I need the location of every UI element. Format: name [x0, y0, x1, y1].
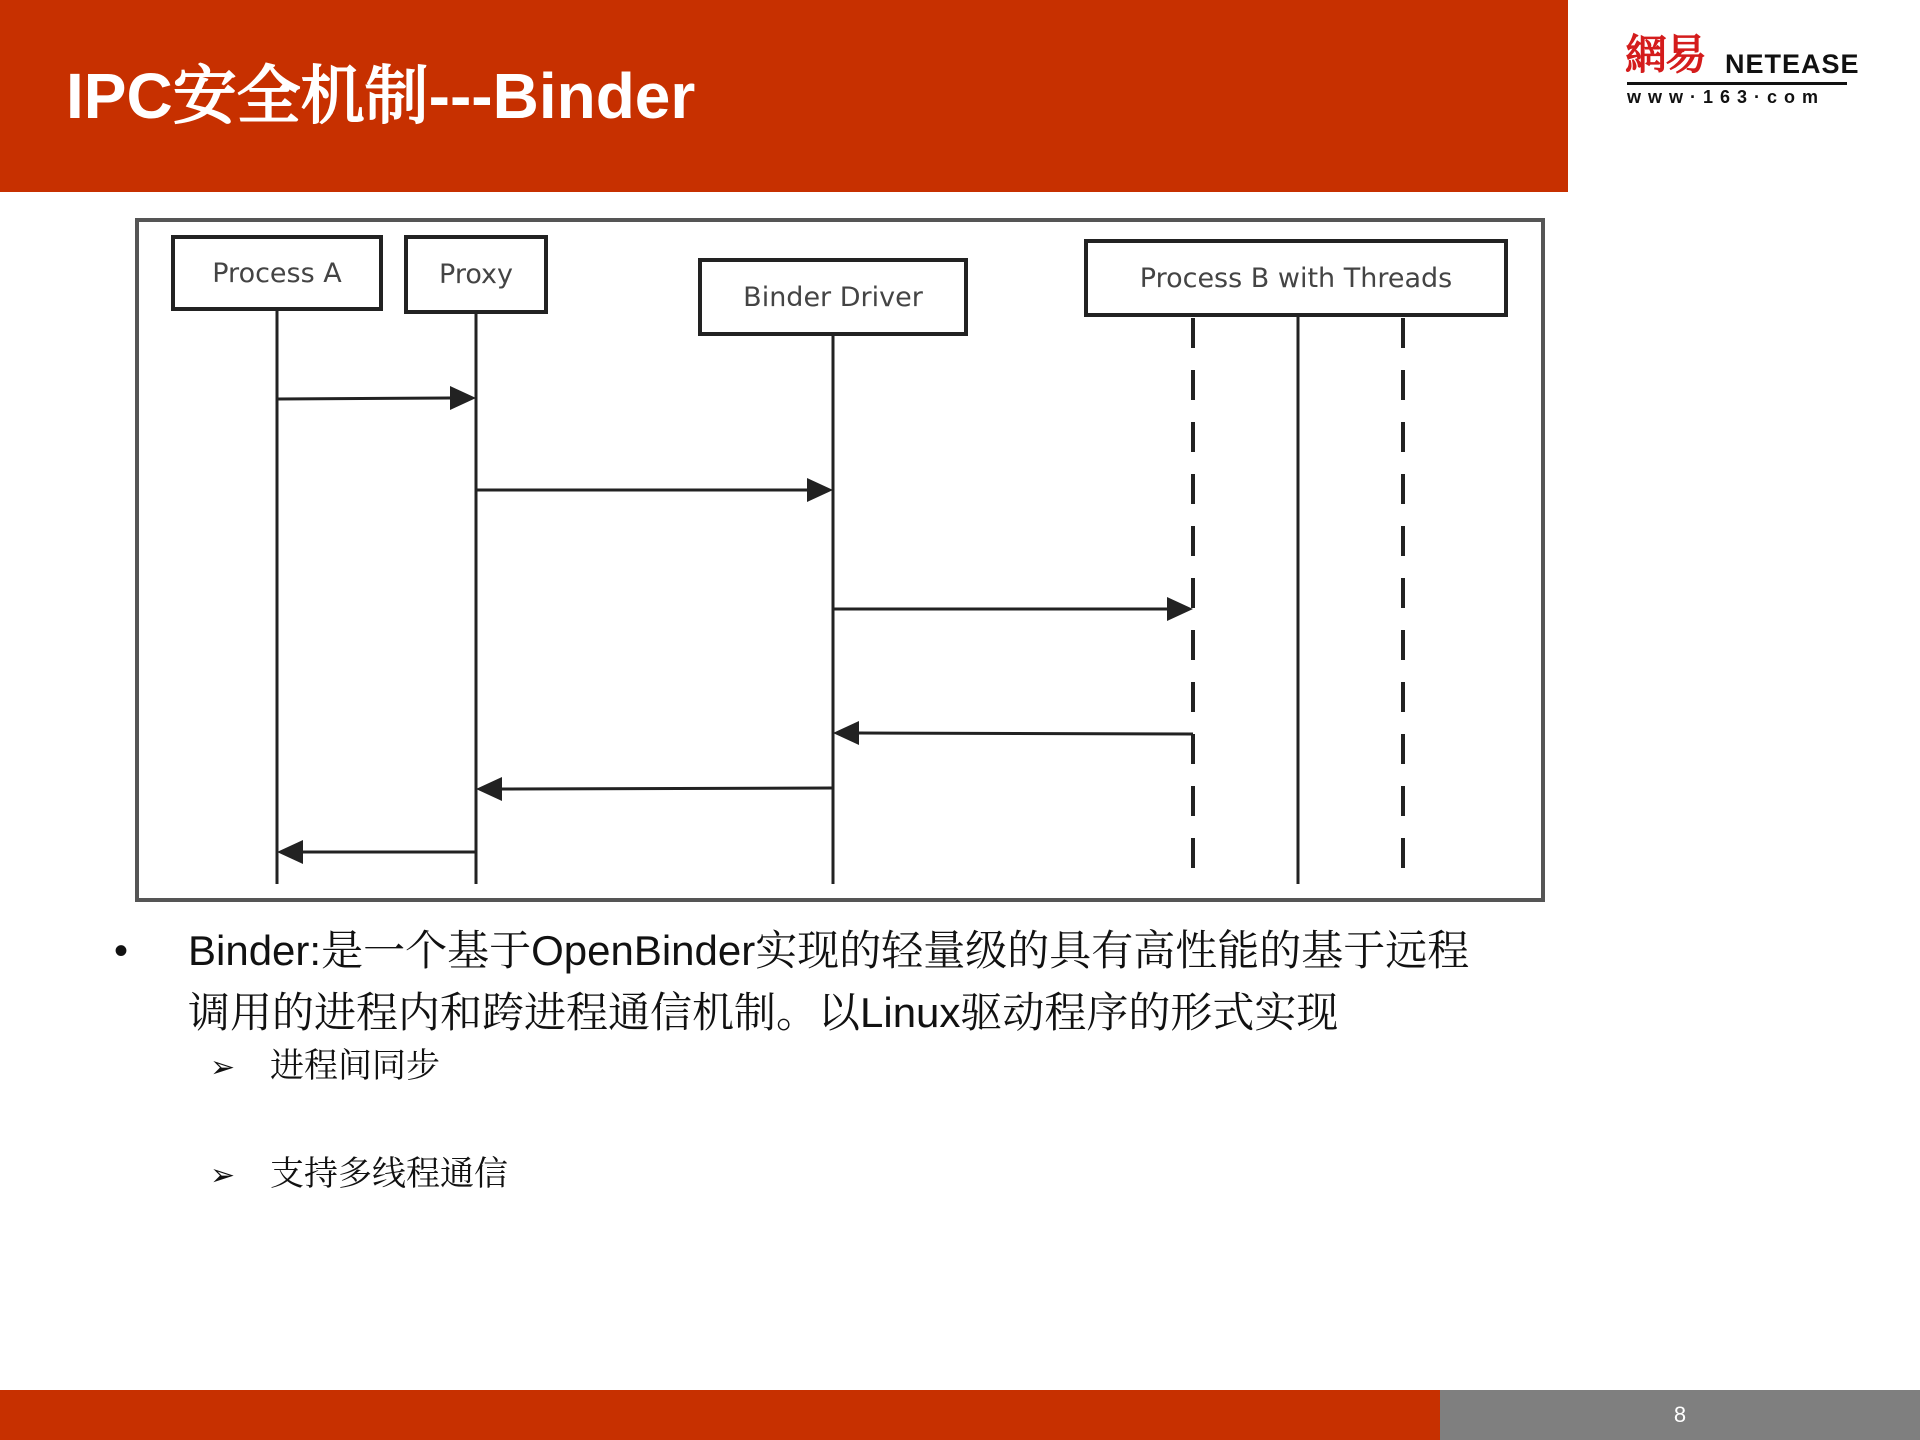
- footer-accent-bar: [0, 1390, 1440, 1440]
- binder-driver-label: Binder Driver: [743, 281, 923, 313]
- sub-bullet-sync: [210, 1044, 440, 1090]
- sub-arrow-icon: ➢: [210, 1159, 236, 1192]
- binder-sequence-diagram: [134, 216, 1550, 904]
- page-number: 8: [1673, 1402, 1687, 1427]
- msg-driver-to-proxy: [502, 788, 833, 789]
- main-bullet-line-1: Binder:是一个基于OpenBinder实现的轻量级的具有高性能的基于远程: [188, 927, 1470, 974]
- netease-logo: [1625, 30, 1860, 110]
- slide-title: IPC安全机制---Binder: [66, 60, 696, 132]
- msg-b-to-driver: [859, 733, 1193, 734]
- main-bullet: [110, 920, 1768, 1044]
- proxy-label: Proxy: [439, 259, 513, 290]
- logo-english: NETEASE: [1725, 49, 1860, 79]
- sub-bullet-multithread: [210, 1152, 508, 1198]
- process-a-label: Process A: [212, 257, 342, 289]
- msg-a-to-proxy: [277, 398, 450, 399]
- main-bullet-line-2: 调用的进程内和跨进程通信机制。以Linux驱动程序的形式实现: [188, 989, 1339, 1036]
- content-bullets: [110, 920, 1710, 1044]
- bullet-icon: •: [114, 929, 129, 973]
- process-b-label: Process B with Threads: [1139, 262, 1453, 294]
- sub-arrow-icon: ➢: [210, 1051, 236, 1084]
- logo-chinese: 網易: [1625, 30, 1706, 79]
- sub-bullet-text: 支持多线程通信: [270, 1155, 508, 1193]
- sub-bullet-text: 进程间同步: [270, 1047, 440, 1085]
- logo-url: www·163·com: [1627, 87, 1826, 107]
- logo-rule: [1627, 82, 1847, 85]
